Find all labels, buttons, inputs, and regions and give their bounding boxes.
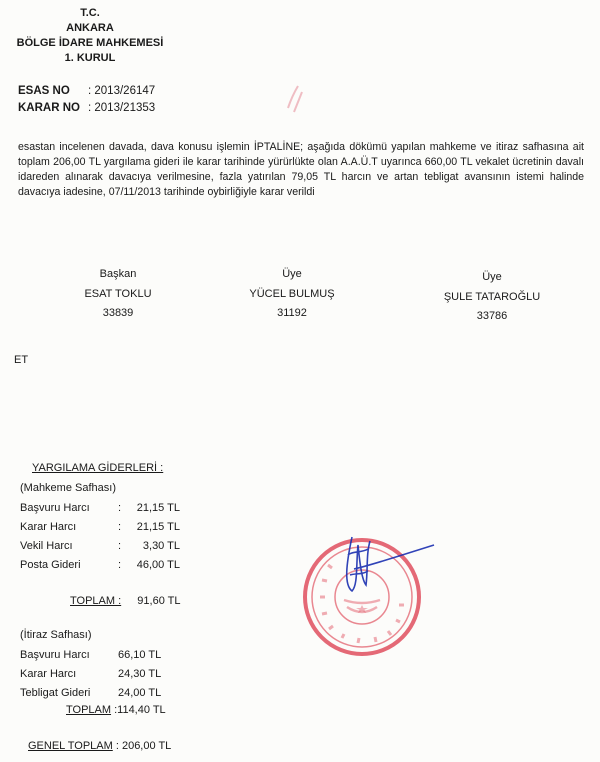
signatory-number: 33786 — [476, 310, 508, 322]
section1-total — [70, 595, 181, 607]
header-tc: T.C. — [80, 7, 100, 19]
total-value: :114,40 TL — [114, 704, 166, 716]
cost-row: Başvuru Harcı : 21,15 TL — [20, 502, 180, 514]
cost-value: 21,15 TL — [136, 502, 180, 514]
cost-row: Vekil Harcı : 3,30 TL — [20, 540, 180, 552]
decision-text: esastan incelenen davada, dava konusu işlemin İPTALİNE; aşağıda dökümü yapılan mahkeme ve itiraz safhasına ait toplam 206,00 TL yargılama gideri ile karar tarihinde yürürlükte olan A.A.Ü.T uyarınca 660,00 TL vekalet ücretinin davalı idareden alınarak davacıya verilmesine, fazla yatırılan 79,05 TL harcın ve artan tebligat avansının istemi halinde davacıya iadesine, 07/11/2013 tarihinde oybirliğiyle karar verildi — [18, 141, 584, 198]
cost-value: 24,30 TL — [118, 668, 162, 680]
header-court: BÖLGE İDARE MAHKEMESİ — [16, 37, 164, 49]
court-header — [10, 6, 170, 66]
grand-total — [28, 740, 171, 752]
red-ink-mark — [280, 78, 310, 118]
karar-label: KARAR NO — [18, 102, 80, 114]
cost-row — [20, 687, 161, 699]
section2-total — [66, 704, 166, 716]
cost-row: Posta Gideri : 46,00 TL — [20, 559, 180, 571]
karar-value: : 2013/21353 — [88, 102, 156, 114]
signatory-member-2 — [422, 268, 562, 327]
cost-value: 46,00 TL — [136, 559, 180, 571]
section2-heading: (İtiraz Safhası) — [20, 629, 92, 641]
cost-label: Karar Harcı — [20, 521, 77, 533]
cost-label: Vekil Harcı — [20, 540, 73, 552]
total-value: 91,60 TL — [137, 595, 181, 607]
cost-label: Başvuru Harcı — [20, 502, 90, 514]
signatory-president — [48, 265, 188, 324]
signatory-name: ESAT TOKLU — [84, 287, 152, 300]
esas-value: : 2013/26147 — [88, 85, 156, 97]
cost-row — [20, 649, 161, 661]
signatory-member-1 — [222, 265, 362, 324]
header-chamber: 1. KURUL — [64, 52, 116, 64]
cost-label: Karar Harcı — [20, 668, 77, 680]
grand-total-label: GENEL TOPLAM — [28, 740, 113, 752]
cost-label: Posta Gideri — [20, 559, 81, 571]
signatory-number: 33839 — [102, 307, 134, 319]
cost-row: Karar Harcı : 21,15 TL — [20, 521, 180, 533]
costs-block — [20, 462, 280, 762]
signatory-title: Başkan — [99, 268, 137, 280]
signatory-title: Üye — [482, 271, 502, 283]
cost-value: 66,10 TL — [118, 649, 162, 661]
cost-value: 3,30 TL — [142, 540, 180, 552]
official-seal-stamp — [292, 525, 442, 660]
handwritten-signature — [347, 537, 434, 591]
cost-value: 21,15 TL — [136, 521, 180, 533]
total-label: TOPLAM : — [70, 595, 122, 607]
cost-label: Başvuru Harcı — [20, 649, 90, 661]
case-numbers — [18, 83, 155, 117]
signatory-title: Üye — [282, 268, 302, 280]
signatory-number: 31192 — [277, 307, 307, 319]
header-city: ANKARA — [66, 22, 114, 34]
esas-label: ESAS NO — [18, 85, 70, 97]
signatory-name: YÜCEL BULMUŞ — [249, 287, 335, 300]
grand-total-value: : 206,00 TL — [115, 740, 172, 752]
section1-heading: (Mahkeme Safhası) — [20, 482, 116, 494]
total-label: TOPLAM — [66, 704, 112, 716]
clerk-initials: ET — [14, 354, 29, 366]
cost-value: 24,00 TL — [118, 687, 162, 699]
cost-label: Tebligat Gideri — [20, 687, 91, 699]
costs-title: YARGILAMA GİDERLERİ : — [32, 462, 164, 474]
cost-row — [20, 668, 161, 680]
signatory-name: ŞULE TATAROĞLU — [443, 290, 541, 303]
